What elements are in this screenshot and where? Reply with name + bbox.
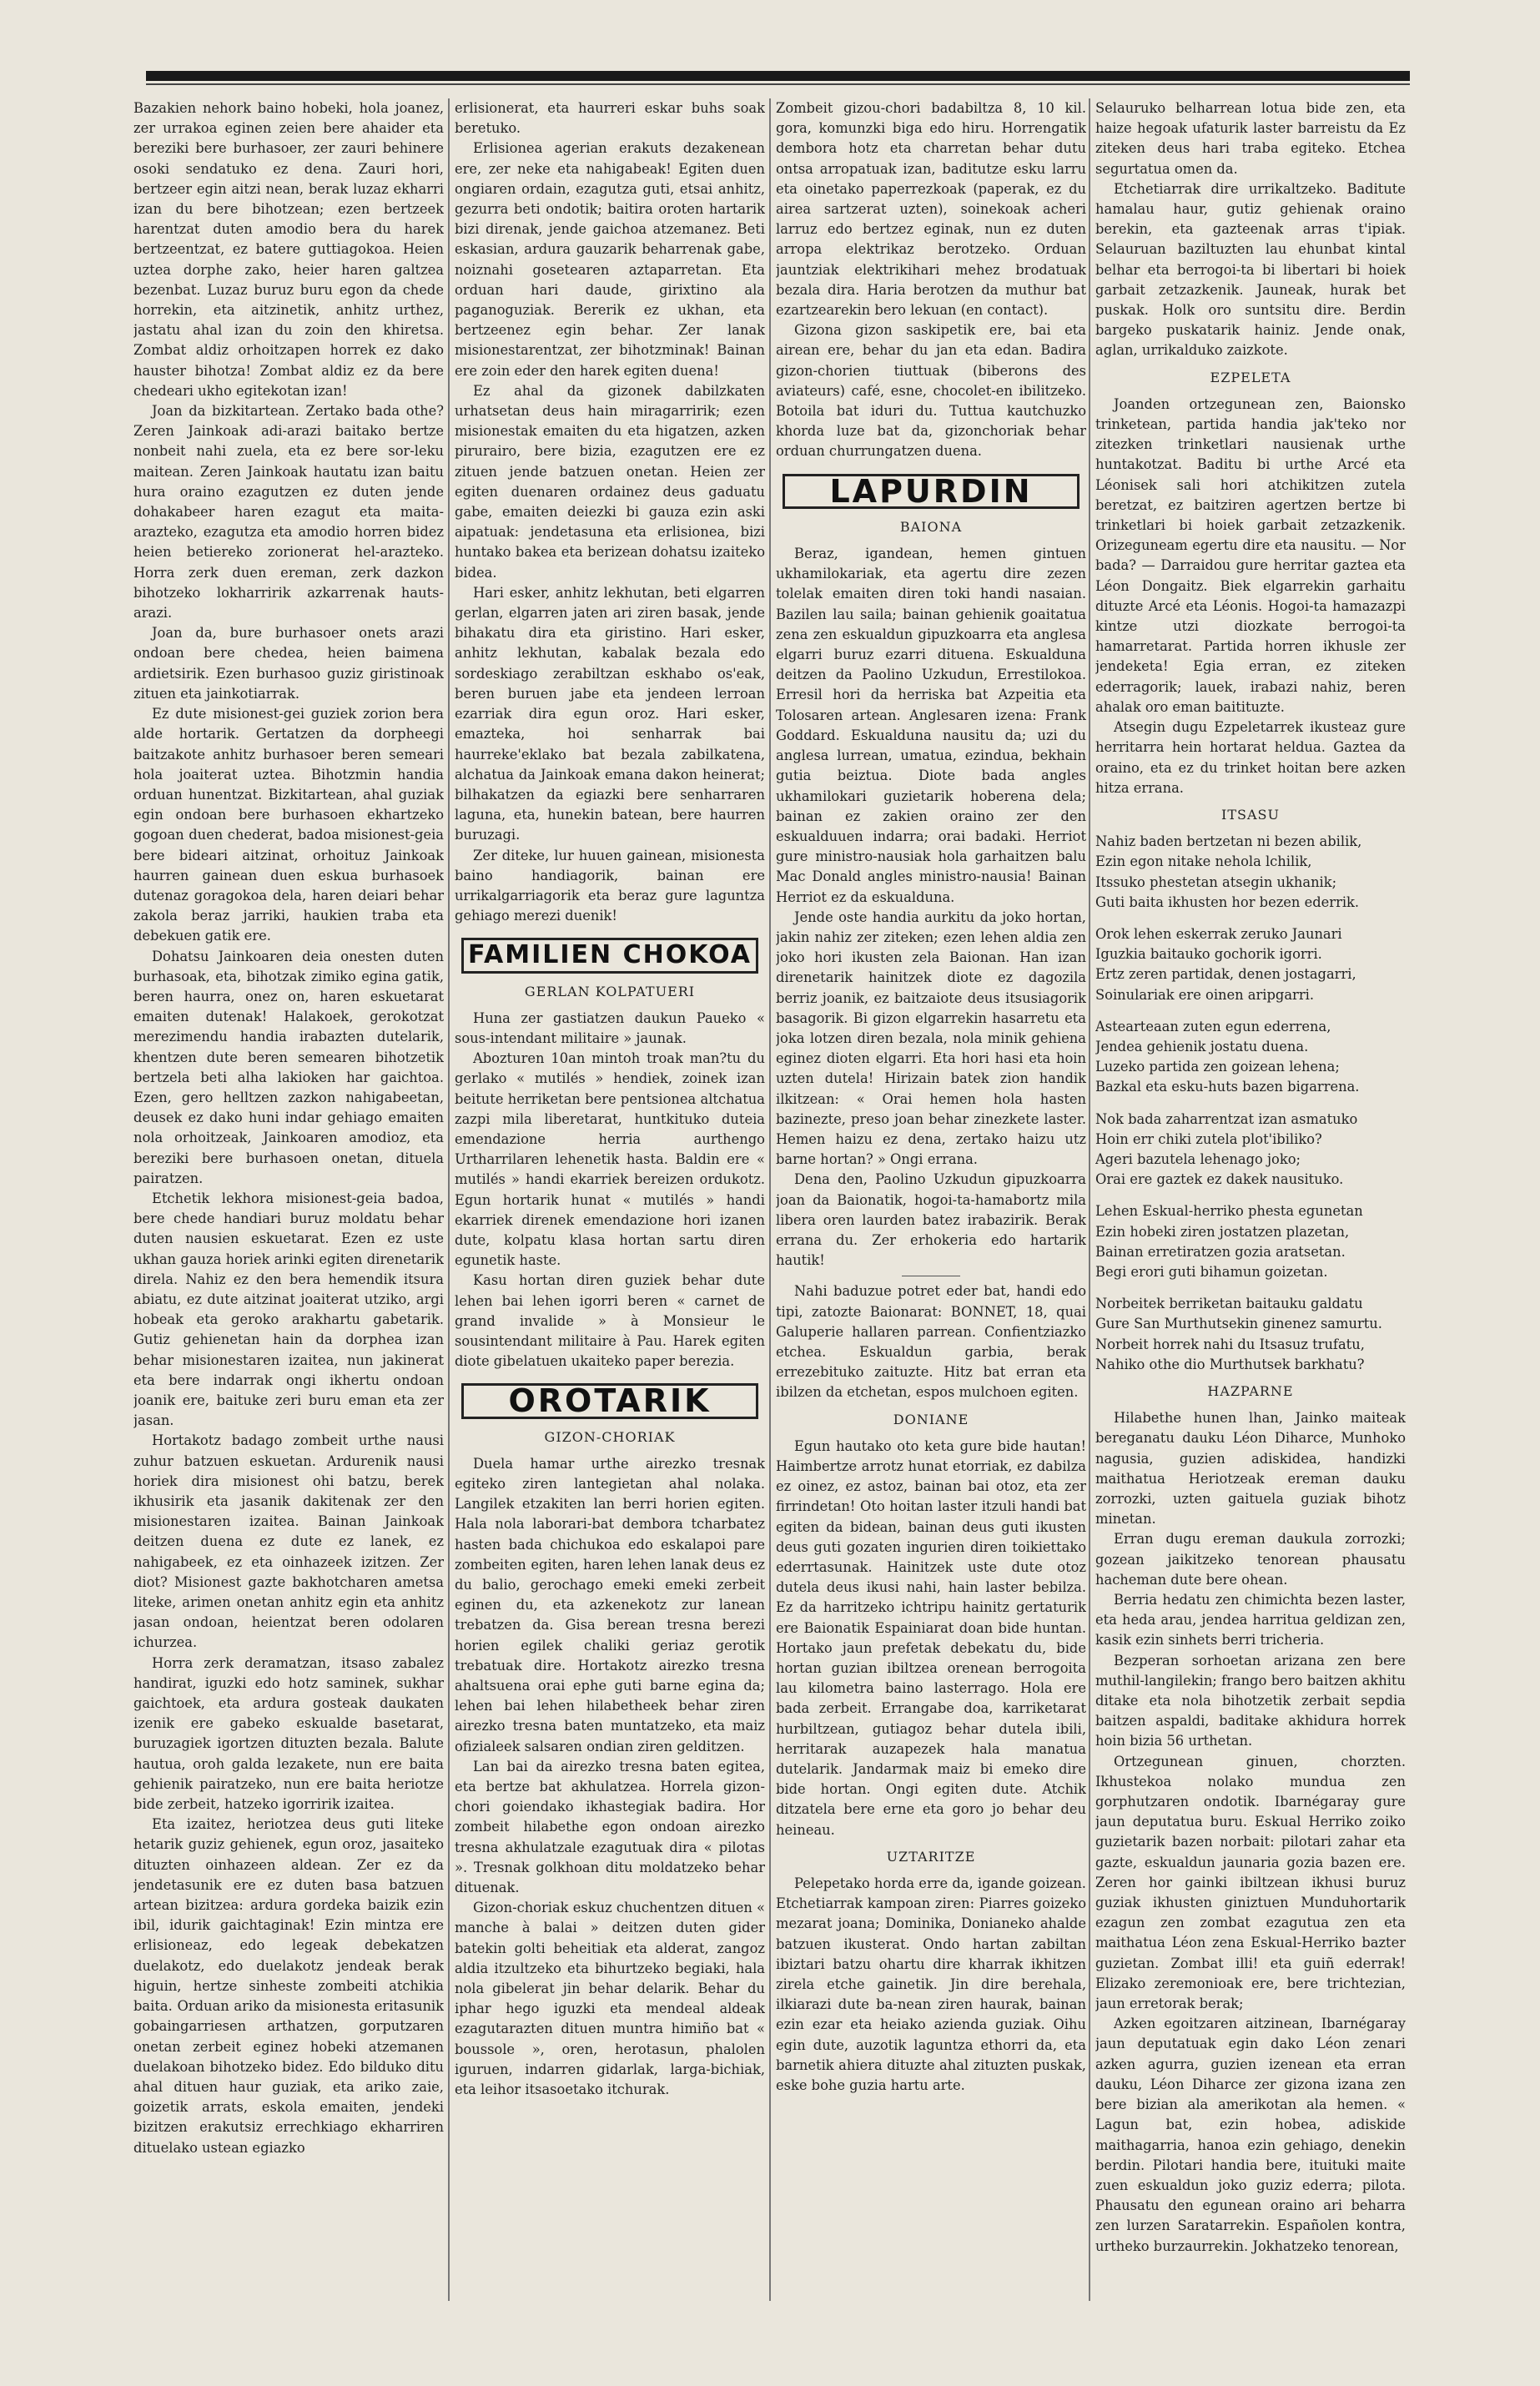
- paragraph: Etchetik lekhora misionest-geia badoa, bere chede handiari buruz moldatu behar duten nausien eskuetarat. Ezen ez uste ukhan gauza horiek arinki egiten direnetarik direla. Nahiz ez den bera hemendik itsura abiatu, ez dute aitzinat joaiterat utziko, argi hobeak eta geroko arakhartu gabetarik. Gutiz gehienetan hain da dorphea izan behar misionestaren izaitea, nun jakinerat eta bere indarrak ongi ikhertu ondoan joanik ere, baituke zeri buru eman eta zer jasan.: [133, 1190, 444, 1429]
- paragraph: Ez ahal da gizonek dabilzkaten urhatsetan deus hain miragarririk; ezen misionestak emaiten du eta higatzen, azken pirurairo, bere bizia, ezagutzen ere ez zituen jende batzuen onetan. Heien zer egiten duenaren ordainez deus gaduatu gabe, emaiten deiezki bi gauza ezin aski aipatuak: jendetasuna eta erlisionea, bizi huntako bakea eta berizean dohatsu izaiteko bidea.: [455, 382, 765, 581]
- paragraph: Hilabethe hunen lhan, Jainko maiteak bereganatu dauku Léon Diharce, Munhoko nagusia, guzien adiskidea, handizki maithatua Heriotzeak ereman dauku zorrozki, uzten gaituela guziak bihotz minetan.: [1095, 1410, 1406, 1528]
- poem-line: Ageri bazutela lehenago joko;: [1095, 1150, 1301, 1167]
- paragraph: Joanden ortzegunean zen, Baionsko trinketean, partida handia jak'teko nor zitezken trinketlari nausienak urthe huntakotzat. Baditu bi urthe Arcé eta Léonisek sali hori atchikitzen zutela beretzat, ez baitziren agertzen bertze bi trinketlari bi hoiek garbait zetzazkenik. Orizeguneam egertu dire eta nausitu. — Nor bada? — Darraidou gure herritar gaztea eta Léon Dongaitz. Biek elgarrekin garhaitu dituzte Arcé eta Léonis. Hogoi-ta hamazazpi kintze utzi diozkate berrogoi-ta hamarretarat. Partida horren ikhusle zer jendeketa! Egia erran, ez ziteken ederragorik; lauek, irabazi nahiz, beren ahalak oro eman baitituzte.: [1095, 395, 1406, 715]
- column-4: [1095, 98, 1406, 2301]
- paragraph: Lan bai da airezko tresna baten egitea, eta bertze bat akhulatzea. Horrela gizon-chori goiendako ikhastegiak badira. Hor zombeit hilabethe egon ondoan airezko tresna akhulatzale ezagutuak dira « pilotas ». Tresnak golkhoan ditu moldatzeko behar dituenak.: [455, 1758, 765, 1896]
- poem-line: Orok lehen eskerrak zeruko Jaunari: [1095, 925, 1342, 942]
- poem-line: Ertz zeren partidak, denen jostagarri,: [1095, 966, 1356, 983]
- paragraph: Erran dugu ereman daukula zorrozki; gozean jaikitzeko tenorean phausatu hacheman dute bere ohean.: [1095, 1531, 1406, 1588]
- paragraph: Duela hamar urthe airezko tresnak egiteko ziren lantegietan ahal nolaka. Langilek etzakiten lan berri horien egiten. Hala nola laborari-bat dembora tcharbatez hasten bada chichukoa edo eskalapoi pare zombeiten egiten, haren lehen lanak deus ez du balio, gerochago emeki emeki zerbeit eginen du, eta azkenekotz zur lanean trebatzen da. Gisa berean tresna berezi horien egilek chaliki geriaz gerotik trebatuak dire. Hortakotz airezko tresna ahaltsuena orai ephe guti barne egina da; lehen bai lehen hilabetheek behar ziren airezko tresna baten muntatzeko, eta maiz ofizialeek salsaren ondian ziren gelditzen.: [455, 1455, 765, 1754]
- poem-line: Soinulariak ere oinen aripgarri.: [1095, 986, 1315, 1003]
- paragraph: Jende oste handia aurkitu da joko hortan, jakin nahiz zer ziteken; ezen lehen aldia zen joko hori ikusten zela Baionan. Han izan direnetarik hainitzek diote ez dagozila berriz joanik, ez baitzaiote deus itsusiagorik basagorik. Bi gizon elgarrekin hasarretu eta joka lotzen diren bezala, nola minik gehiena eginez dioten elgarri. Eta hori hasi eta hoin uzten dutela! Hirizain batek zion handik ilkitzean: « Orai hemen hola hasten bazinezte, preso joan behar zinezkete laster. Hemen haizu ez dena, zertako haizu utz barne hortan? » Ongi errana.: [776, 909, 1086, 1168]
- poem-line: Begi erori guti bihamun goizetan.: [1095, 1263, 1328, 1280]
- poem-line: Gure San Murthutsekin ginenez samurtu.: [1095, 1316, 1382, 1332]
- paragraph: Huna zer gastiatzen daukun Paueko « sous-intendant militaire » jaunak.: [455, 1009, 765, 1046]
- article-subheading: UZTARITZE: [886, 1848, 976, 1865]
- paragraph: Ez dute misionest-gei guziek zorion bera alde hortarik. Gertatzen da dorpheegi baitzakote anhitz burhasoer beren semeari hola joaiterat uztea. Bihotzmin handia orduan hunentzat. Bizkitartean, ahal guziak egin ondoan bere burhasoen ekhartzeko gogoan duen chederat, badoa misionest-geia bere bideari aitzinat, orhoituz Jainkoak haurren gainean duen eskua burhasoek dutenaz goragokoa dela, haren deiari behar zakola beraz jarriki, haukien traba eta debekuen gatik ere.: [133, 706, 444, 944]
- paragraph: Beraz, igandean, hemen gintuen ukhamilokariak, eta agertu dire zezen tolelak emaiten diren toki handi nasaian. Bazilen lau saila; bainan gehienik goaitatua zena zen eskualdun gipuzkoarra eta anglesa elgarri buruz ezarri dituena. Eskualduna deitzen da Paolino Uzkudun, Errestilokoa. Erresil hori da herriska bat Azpeitia eta Tolosaren artean. Anglesaren izena: Frank Goddard. Eskualduna nausitu da; uzi du anglesa lurrean, umatua, ezindua, bekhain gutia beiztua. Diote bada angles ukhamilokari guzietarik hoberena dela; bainan ez zakien oraino zer den eskualduuen indarra; orai badaki. Herriot gure ministro-nausiak hola garhaitzen balu Mac Donald angles ministro-nausia! Bainan Herriot ez da eskualduna.: [776, 546, 1086, 905]
- paragraph: Kasu hortan diren guziek behar dute lehen bai lehen igorri beren « carnet de grand invalide » à Monsieur le sousintendant militaire à Pau. Harek egiten diote gibelatuen ukaiteko paper berezia.: [455, 1272, 765, 1370]
- column-divider: [1089, 98, 1090, 2301]
- poem: [1095, 832, 1406, 1375]
- poem-line: Ezin egon nitake nehola lchilik,: [1095, 853, 1312, 870]
- poem-line: Nahiz baden bertzetan ni bezen abilik,: [1095, 833, 1362, 850]
- paragraph: Abozturen 10an mintoh troak man?tu du gerlako « mutilés » hendiek, zoinek izan beitute herriketan bere pentsionea altchatua zazpi mila liberetarat, huntkituko duteia emendazione herria aurthengo Urtharrilaren lehenetik hasta. Baldin ere « mutilés » handi ekarriek bereizen ordukotz. Egun hortarik hunat « mutilés » handi ekarriek direnek emendazione hori izanen dute, kolpatu klasa hortan sartu diren egunetik haste.: [455, 1050, 765, 1269]
- poem-line: Norbeitek berriketan baitauku galdatu: [1095, 1296, 1363, 1312]
- paragraph: Nahi baduzue potret eder bat, handi edo tipi, zatozte Baionarat: BONNET, 18, quai Galuperie hallaren parrean. Confientziazko etchea. Eskualdun garbia, berak errezebituko zaituzte. Hitz bat erran eta ibilzen da etchetan, espos mulchoen egiten.: [776, 1283, 1086, 1401]
- poem-line: Nahiko othe dio Murthutsek barkhatu?: [1095, 1356, 1365, 1372]
- poem-line: Lehen Eskual-herriko phesta egunetan: [1095, 1203, 1363, 1220]
- poem-line: Itssuko phestetan atsegin ukhanik;: [1095, 873, 1337, 890]
- paragraph: Egun hautako oto keta gure bide hautan! Haimbertze arrotz hunat etorriak, ez dabilza ez oinez, ez astoz, bainan bai otoz, eta zer firrindetan! Oto hoitan laster itzuli handi bat egiten da bidean, bainan deus guti ikusten deus guti gozaten ingurien diren toikiettako ederrtasunak. Hainitzek uste dute otoz dutela deus ikusi nahi, hain laster bebilza. Ez da harritzeko ichtripu hainitz gertaturik ere Baionatik Espainiarat doan bide huntan. Hortako jaun prefetak debekatu du, bide hortan guzian ibiltzea orenean berrogoita lau kilometra baino lasterrago. Hola ere bada zerbeit. Errangabe doa, karriketarat hurbiltzean, gutiagoz behar dutela ibili, herritarak auzapezek hala manatua dutelarik. Jandarmak maiz bi emeko dire bide hortan. Ongi egiten dute. Atchik ditzatela bere erne eta goro jo behar deu heineau.: [776, 1437, 1086, 1838]
- paragraph: Selauruko belharrean lotua bide zen, eta haize hegoak ufaturik laster barreistu da Ez ziteken deus hari traba egiteko. Etchea segurtatua omen da.: [1095, 100, 1406, 177]
- paragraph: Hari esker, anhitz lekhutan, beti elgarren gerlan, elgarren jaten ari ziren basak, jende bihakatu dira eta giristino. Hari esker, anhitz lekhutan, kabalak bezala edo sordeskiago zerabiltzan eskhabo os'eak, beren buruen jabe eta jendeen lerroan ezarriak dira egun oroz. Hari esker, emazteka, hoi senharrak bai haurreke'eklako bat bezala zabilkatena, alchatua da Jainkoak emana dakon heinerat; bilhakatzen da egiazki bere senharraren laguna, eta, hunekin batean, bere haurren buruzagi.: [455, 584, 765, 843]
- paragraph: Ortzegunean ginuen, chorzten. Ikhustekoa nolako mundua zen gorphutzaren ondotik. Ibarnégaray gure jaun deputatua buru. Eskual Herriko zoiko guzietarik bazen norbait: pilotari zahar eta gazte, eskualdun jaunaria gozia bazen ere. Zeren hor gainki ibiltzean ikhusi buruz guziak ikhusten giniztuen Munduhortarik ezagun zen zombat ezagutua zen eta maithatua Léon zena Eskual-Herriko bazter guzietan. Zombat illi! eta guiñ ederrak! Elizako zeremonioak ere, bere trichtezian, jaun erretorak berak;: [1095, 1753, 1406, 2012]
- column-2: [455, 98, 765, 2301]
- paragraph: Bazakien nehork baino hobeki, hola joanez, zer urrakoa eginen zeien bere ahaider eta bereziki bere burhasoer, zer zauri behinere osoki sendatuko ez dena. Zauri hori, bertzeer egin aitzi nean, berak luzaz ekharri izan du bere bihotzean; ezen bertzeek harentzat duten amodio bera du harek bertzeentzat, ez batere guttiagokoa. Heien uztea dorphe zako, heier haren galtzea bezenbat. Luzaz buruz buru egon da chede horrekin, eta aitzinetik, anhitz urthez, jastatu ahal izan du zoin den khiretsa. Zombat aldiz orhoitzapen horrek ez dako hauster bihotza! Zombat aldiz ez da bere chedeari ukho egitekotan izan!: [133, 100, 444, 399]
- paragraph: Dena den, Paolino Uzkudun gipuzkoarra joan da Baionatik, hogoi-ta-hamabortz mila libera oren laurden batez irabazirik. Berak errana du. Zer erhokeria edo hartarik hautik!: [776, 1171, 1086, 1269]
- paragraph: Bezperan sorhoetan arizana zen bere muthil-langilekin; frango bero baitzen akhitu ditake eta nola bihotzetik zerbait sepdia baitzen aspaldi, baditake akhidura horrek hoin bizia 56 urthetan.: [1095, 1652, 1406, 1749]
- article-subheading: HAZPARNE: [1207, 1382, 1294, 1399]
- paragraph: Horra zerk deramatzan, itsaso zabalez handirat, iguzki edo hotz saminek, sukhar gaichtoek, eta ardura gosteak daukaten izenik ere gabeko eskualde basetarat, buruzagiek igortzen dituzten bezala. Balute hautua, oroh galda lezakete, nun ere baita gehienik pairatzeko, nun ere baita heriotze bide zerbeit, hatzeko igorririk izaitea.: [133, 1654, 444, 1813]
- poem-line: Astearteaan zuten egun ederrena,: [1095, 1018, 1331, 1034]
- paragraph: Atsegin dugu Ezpeletarrek ikusteaz gure herritarra hein hortarat heldua. Gaztea da oraino, eta ez du trinket hoitan bere azken hitza errana.: [1095, 719, 1406, 796]
- paragraph: Pelepetako horda erre da, igande goizean. Etchetiarrak kampoan ziren: Piarres goizeko mezarat joana; Dominika, Donianeko ahalde batzuen ikusterat. Ondo hartan zabiltan ibiztari batzu ohartu dire kharrak ikhitzen zirela etche gainetik. Jin dire berehala, ilkiarazi dute ba-nean ziren haurak, bainan ezin ezar eta heiako azienda guziak. Oihu egin dute, auzotik laguntza ethorri da, eta barnetik ahiera dituzte ahal zituzten puskak, eske bohe guzia hartu arte.: [776, 1875, 1086, 2094]
- article-subheading: GERLAN KOLPATUERI: [524, 983, 696, 999]
- paragraph: Zer diteke, lur huuen gainean, misionesta baino handiagorik, bainan ere urrikalgarriagorik eta beraz gure laguntza gehiago merezi duenik!: [455, 847, 765, 924]
- top-rule-thin: [146, 83, 1410, 85]
- poem-line: Hoin err chiki zutela plot'ibiliko?: [1095, 1130, 1322, 1147]
- top-rule: [146, 71, 1410, 81]
- paragraph: erlisionerat, eta haurreri eskar buhs soak beretuko.: [455, 100, 765, 137]
- section-heading-orotarik: OROTARIK: [461, 1383, 758, 1418]
- section-heading-lapurdin: LAPURDIN: [783, 474, 1080, 509]
- article-subheading: BAIONA: [899, 518, 963, 535]
- paragraph: Dohatsu Jainkoaren deia onesten duten burhasoak, eta, bihotzak zimiko egina gatik, beren haurra, onez on, haren eskuetarat emaiten dutenak! Halakoek, gerokotzat merezimendu handia irabazten dutelarik, khentzen dute beren semearen bihotzetik bertzela beti alha lakioken har gaichtoa. Ezen, gero helltzen zazkon nahigabeetan, deusek ez dako huni indar gehiago emaiten nola orhoitzeak, Jainkoaren amodioz, eta bereziki bere burhasoen onetan, dituela pairatzen.: [133, 948, 444, 1186]
- article-subheading: EZPELETA: [1210, 369, 1291, 385]
- poem-line: Iguzkia baitauko gochorik igorri.: [1095, 946, 1322, 963]
- paragraph: Joan da bizkitartean. Zertako bada othe? Zeren Jainkoak adi-arazi baitako bertze nonbeit nahi zuela, eta ez bere sor-leku maitean. Zeren Jainkoak hautatu izan baitu hura oraino ezagutzen ez duten jende dohakabeer haren ezagut eta maita-arazteko, ezagutza eta amodio horren bidez heien betiereko zorionerat hel-arazteko. Horra zerk duen ereman, zerk dazkon bihotzeko lokharririk azkarrenak hauts-arazi.: [133, 403, 444, 622]
- poem-line: Bainan erretiratzen gozia aratsetan.: [1095, 1243, 1346, 1260]
- poem-line: Bazkal eta esku-huts bazen bigarrena.: [1095, 1079, 1360, 1095]
- article-subheading: DONIANE: [893, 1411, 969, 1427]
- paragraph: Etchetiarrak dire urrikaltzeko. Baditute hamalau haur, gutiz gehienak oraino berekin, eta gazteenak arras t'ipiak. Selauruan baziltuzten lau ehunbat kintal belhar eta berrogoi-ta bi libertari bi hoiek garbait zetzazkenik. Jauneak, hurak bet puskak. Holk oro suntsitu dire. Berdin bargeko puskatarik hainiz. Jende onak, aglan, urrikalduko zaizkote.: [1095, 180, 1406, 359]
- paragraph: Eta izaitez, heriotzea deus guti liteke hetarik guziz gehienek, egun oroz, jasaiteko dituzten oinhazeen aldean. Zer ez da jendetasunik ere ez duten basa batzuen artean bizitzea: ardura gordeka baizik ezin ibil, idurik gaichtaginak! Ezin mintza ere erlisioneaz, edo legeak debekatzen duelakotz, edo duelakotz jendeak berak higuin, hertze sinheste zombeiti atchikia baita. Orduan ariko da misionesta eritasunik gobaingarriesen arthatzen, gorputzaren onetan zerbeit eginez hobeki atzemanen duelakoan bihotzeko bidez. Edo bilduko ditu ahal dituen haur guziak, eta ariko zaie, goizetik arrats, eskola emaiten, jendeki bizitzen erakutsiz errechkiago ekharriren dituelako ustean egiazko: [133, 1816, 444, 2156]
- section-heading-familien-chokoa: FAMILIEN CHOKOA: [461, 938, 758, 973]
- poem-line: Guti baita ikhusten hor bezen ederrik.: [1095, 893, 1360, 910]
- poem-line: Nok bada zaharrentzat izan asmatuko: [1095, 1110, 1358, 1127]
- paragraph: Gizon-choriak eskuz chuchentzen dituen « manche à balai » deitzen duten gider batekin golti beheitiak eta alderat, zangoz aldia itzultzeko eta bihurtzeko begiaki, hala nola gibelerat jin behar delarik. Behar du iphar hego iguzki eta mendeal aldeak ezagutarazten dituen muntra himiño bat « boussole », oren, herotasun, phalolen iguruen, indarren gidarlak, larga-bichiak, eta leihor itsasoetako itchurak.: [455, 1900, 765, 2098]
- article-subheading: ITSASU: [1221, 806, 1280, 823]
- poem-line: Jendea gehienik jostatu duena.: [1095, 1038, 1309, 1055]
- paragraph: Erlisionea agerian erakuts dezakenean ere, zer neke eta nahigabeak! Egiten duen ongiaren ordain, ezagutza guti, etsai anhitz, gezurra beti ondotik; baitira oroten hartarik bizi direnak, jende gaichoa atzemanez. Beti eskasian, ardura gauzarik beharrenak gabe, noiznahi gosetearen aztaparretan. Eta orduan hari daude, girixtino ala paganoguziak. Bererik ez ukhan, eta bertzeenez egin behar. Zer lanak misionestarentzat, zer bihotzminak! Bainan ere zoin eder den harek egiten duena!: [455, 140, 765, 379]
- paragraph: Gizona gizon saskipetik ere, bai eta airean ere, behar du jan eta edan. Badira gizon-chorien tiuttuak (biberons des aviateurs) café, esne, chocolet-en ibilitzeko. Botoila bat iduri du. Tuttua kautchuzko khorda luze bat da, gizonchoriak behar orduan churrungatzen duena.: [776, 322, 1086, 460]
- paragraph: Joan da, bure burhasoer onets arazi ondoan bere chedea, heien baimena ardietsirik. Ezen burhasoo guziz giristinoak zituen eta jainkotiarrak.: [133, 625, 444, 702]
- column-3: [776, 98, 1086, 2301]
- column-divider: [448, 98, 450, 2301]
- column-divider: [769, 98, 771, 2301]
- poem-line: Ezin hobeki ziren jostatzen plazetan,: [1095, 1223, 1350, 1240]
- paragraph: Berria hedatu zen chimichta bezen laster, eta heda arau, jendea harritua geldizan zen, kasik ezin sinhets berri tricheria.: [1095, 1592, 1406, 1649]
- poem-line: Norbeit horrek nahi du Itsasuz trufatu,: [1095, 1336, 1365, 1352]
- poem-line: Luzeko partida zen goizean lehena;: [1095, 1059, 1340, 1075]
- poem-line: Orai ere gaztek ez dakek nausituko.: [1095, 1171, 1344, 1188]
- article-subheading: GIZON-CHORIAK: [544, 1428, 676, 1445]
- column-1: [133, 98, 444, 2301]
- paragraph: Azken egoitzaren aitzinean, Ibarnégaray jaun deputatuak egin dako Léon zenari azken agurra, guzien izenean eta erran dauku, Léon Diharce zer gizona izana zen bere bizian ala amerikotan ala hemen. « Lagun bat, ezin hobea, adiskide maithagarria, hanoa ezin gehiago, denekin berdin. Pilotari handia bere, ituituki maite zuen eskualdun joko guziz ederra; pilota. Phausatu den egunean oraino ari beharra zen lurzen Saratarrekin. Españolen kontra, urtheko burzaurrekin. Jokhatzeko tenorean,: [1095, 2016, 1406, 2254]
- paragraph: Hortakotz badago zombeit urthe nausi zuhur batzuen eskuetan. Ardurenik nausi horiek dira misionest ohi batzu, berek ikhusirik eta jasanik dakitenak zer den misionestaren izaitea. Bainan Jainkoak deitzen duena ez dute ez lanek, ez nahigabeek, ez eta oinhazeek izitzen. Zer diot? Misionest gazte bakhotcharen ametsa liteke, arimen onetan anhitz egin eta anhitz jasan ondoan, heientzat beren odolaren ichurzea.: [133, 1432, 444, 1651]
- paragraph: Zombeit gizou-chori badabiltza 8, 10 kil. gora, komunzki biga edo hiru. Horrengatik dembora hotz eta charretan behar dutu ontsa arropatuak izan, baditutze esku larru eta oinetako paperrezkoak (paperak, ez du airea sartzerat uzten), soinekoak acheri larruz edo bertzez eginak, nun ez duten arropa elektrikaz berotzeko. Orduan jauntziak elektrikihari mehez brodatuak bezala dira. Haria berotzen da muthur bat ezartzearekin bero lekuan (en contact).: [776, 100, 1086, 319]
